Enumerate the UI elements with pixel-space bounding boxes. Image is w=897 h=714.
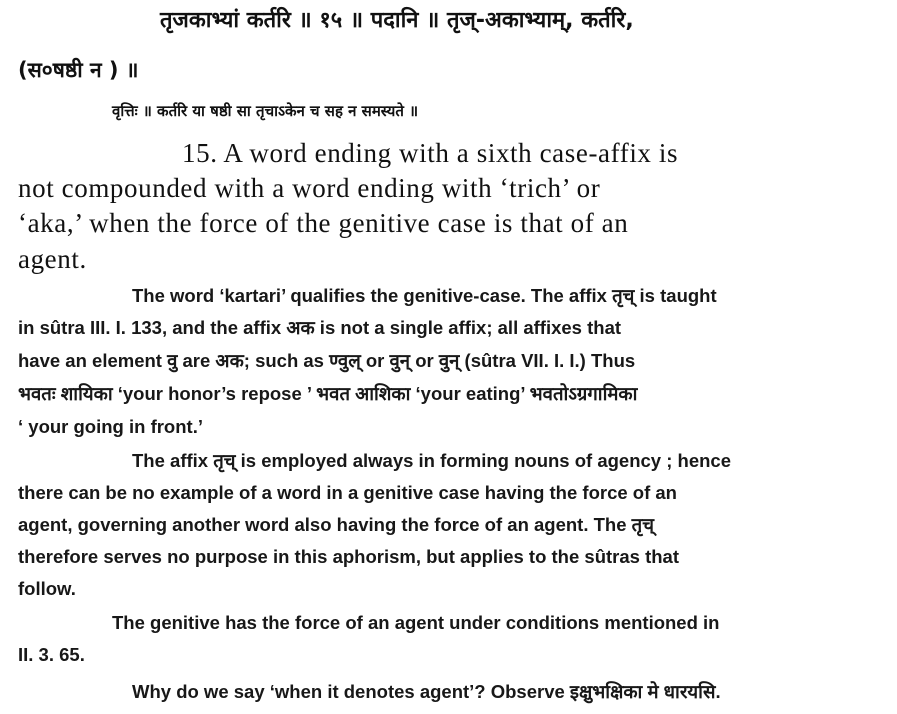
paragraph-1-line-5: ‘ your going in front.’ <box>18 416 203 437</box>
vritti-commentary: वृत्तिः ॥ कर्तरि या षष्ठी सा तृचाऽकेन च सह न समस्यते ॥ <box>112 102 419 120</box>
paragraph-3-line-2: II. 3. 65. <box>18 644 85 665</box>
paragraph-2-line-3: agent, governing another word also having the force of an agent. The तृच् <box>18 514 654 535</box>
paragraph-2-line-4: therefore serves no purpose in this aphorism, but applies to the sûtras that <box>18 546 679 567</box>
paragraph-1-line-4: भवतः शायिका ‘your honor’s repose ’ भवत आशिका ‘your eating’ भवतोऽग्रगामिका <box>18 383 638 404</box>
translation-line-3: ‘aka,’ when the force of the genitive case is that of an <box>18 208 629 238</box>
paragraph-2-line-5: follow. <box>18 578 76 599</box>
paragraph-2-line-2: there can be no example of a word in a genitive case having the force of an <box>18 482 677 503</box>
translation-line-1: 15. A word ending with a sixth case-affix is <box>182 138 679 168</box>
paragraph-3-line-1: The genitive has the force of an agent under conditions mentioned in <box>112 612 720 633</box>
paragraph-4-line-1: Why do we say ‘when it denotes agent’? Observe इक्षुभक्षिका मे धारयसि. <box>132 681 721 702</box>
sutra-header-line-2: (स०षष्ठी न ) ॥ <box>18 58 139 82</box>
paragraph-1-line-3: have an element वु are अक; such as ण्वुल् or वुन् or वुन् (sûtra VII. I. I.) Thus <box>18 350 636 371</box>
sutra-header-line-1: तृजकाभ्यां कर्तरि ॥ १५ ॥ पदानि ॥ तृज्-अकाभ्याम्, कर्तरि, <box>160 8 634 33</box>
paragraph-2-line-1: The affix तृच् is employed always in forming nouns of agency ; hence <box>132 450 731 471</box>
paragraph-1-line-2: in sûtra III. I. 133, and the affix अक is not a single affix; all affixes that <box>18 317 622 338</box>
translation-line-2: not compounded with a word ending with ‘trich’ or <box>18 173 601 203</box>
paragraph-1-line-1: The word ‘kartari’ qualifies the genitive-case. The affix तृच् is taught <box>132 285 717 306</box>
translation-line-4: agent. <box>18 244 87 274</box>
